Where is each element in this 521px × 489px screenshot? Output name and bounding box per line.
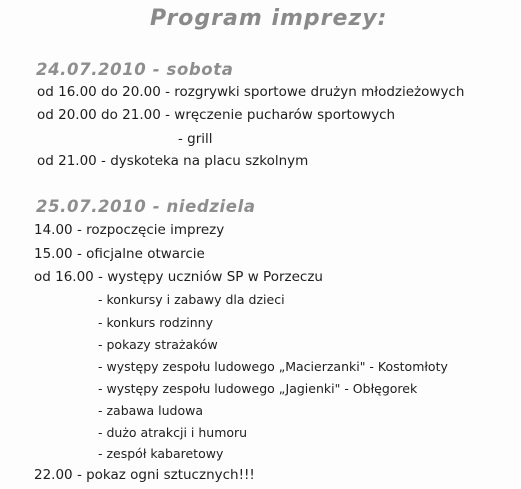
day1-header: 24.07.2010 - sobota: [36, 60, 234, 79]
day2-line-3: od 16.00 - występy uczniów SP w Porzeczu: [34, 269, 323, 285]
day2-subitem: - występy zespołu ludowego „Macierzanki" - Kostomłoty: [98, 359, 448, 374]
day1-line-2: od 20.00 do 21.00 - wręczenie pucharów sportowych: [37, 107, 396, 123]
day2-subitem: - konkurs rodzinny: [98, 315, 213, 330]
day1-line-1: od 16.00 do 20.00 - rozgrywki sportowe drużyn młodzieżowych: [37, 84, 465, 100]
day2-subitem: - zespół kabaretowy: [98, 446, 224, 461]
day1-line-3: - grill: [178, 131, 213, 147]
day2-subitem: - występy zespołu ludowego „Jagienki" - Obłęgorek: [98, 381, 418, 396]
day2-header: 25.07.2010 - niedziela: [36, 197, 256, 216]
day2-subitem: - zabawa ludowa: [98, 403, 204, 418]
day1-line-4: od 21.00 - dyskoteka na placu szkolnym: [37, 153, 309, 169]
page-title: Program imprezy:: [150, 6, 388, 31]
day2-line-2: 15.00 - oficjalne otwarcie: [34, 246, 205, 262]
day2-line-1: 14.00 - rozpoczęcie imprezy: [34, 222, 225, 238]
day2-final-line: 22.00 - pokaz ogni sztucznych!!!: [34, 467, 255, 483]
day2-subitem: - pokazy strażaków: [98, 337, 218, 352]
day2-subitem: - dużo atrakcji i humoru: [98, 425, 248, 440]
day2-subitem: - konkursy i zabawy dla dzieci: [98, 292, 285, 307]
